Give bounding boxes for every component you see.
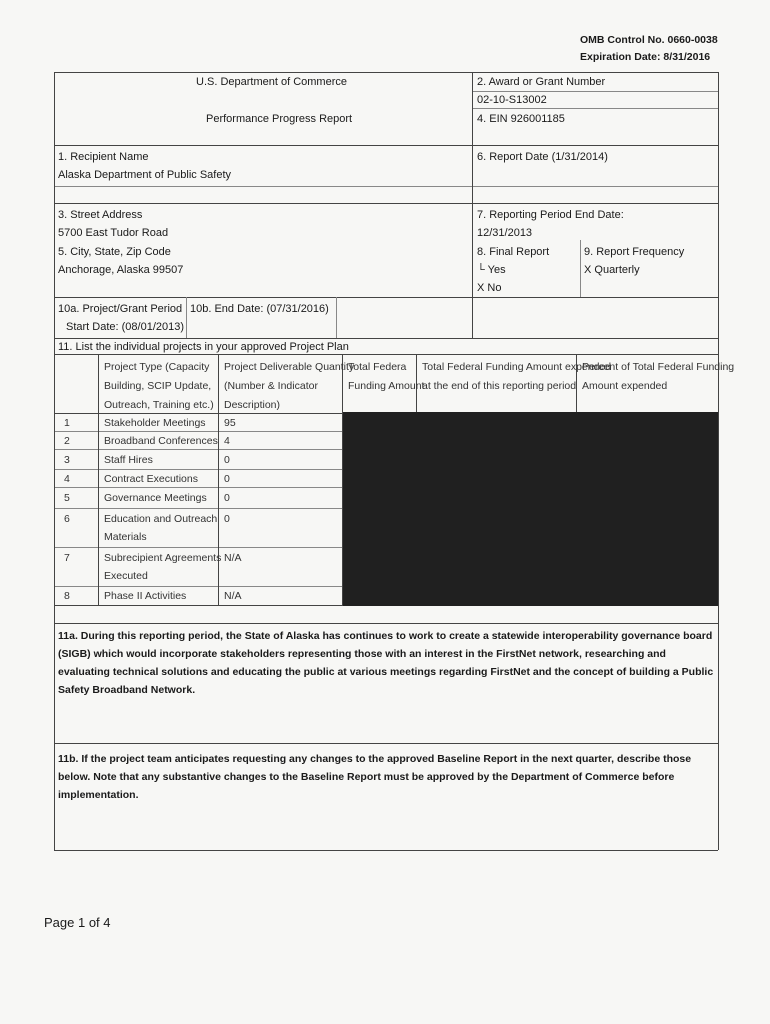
city-state-zip-value: Anchorage, Alaska 99507 xyxy=(58,264,184,276)
final-report-yes: └ Yes xyxy=(477,264,506,276)
ein-field: 4. EIN 926001185 xyxy=(477,113,565,125)
projects-heading: 11. List the individual projects in your approved Project Plan xyxy=(58,341,349,353)
award-number-label: 2. Award or Grant Number xyxy=(477,76,606,88)
page-number: Page 1 of 4 xyxy=(44,915,111,930)
start-date: Start Date: (08/01/2013) xyxy=(66,321,185,333)
grant-period-label: 10a. Project/Grant Period xyxy=(58,303,183,315)
period-end-label: 7. Reporting Period End Date: xyxy=(477,209,624,221)
redacted-funding-area xyxy=(343,412,718,606)
narrative-11b: 11b. If the project team anticipates requesting any changes to the approved Baseline Report in the next quarter, describe those below. Note that any substantive changes to the Baseline Report must be approved by the Department of Commerce before implementation. xyxy=(58,753,692,801)
final-report-no: X No xyxy=(477,282,502,294)
recipient-name-value: Alaska Department of Public Safety xyxy=(58,169,232,181)
award-number-value: 02-10-S13002 xyxy=(477,94,547,106)
street-address-label: 3. Street Address xyxy=(58,209,143,221)
report-frequency-value: X Quarterly xyxy=(584,264,640,276)
report-frequency-label: 9. Report Frequency xyxy=(584,246,685,258)
period-end-value: 12/31/2013 xyxy=(477,227,533,239)
omb-expiration-date: Expiration Date: 8/31/2016 xyxy=(580,51,711,63)
report-title: Performance Progress Report xyxy=(206,113,353,125)
col-header-deliverable-quantity: Project Deliverable Quantity (Number & Indicator Description) xyxy=(224,361,355,411)
final-report-label: 8. Final Report xyxy=(477,246,550,258)
col-header-amount-expended: Total Federal Funding Amount expended at the end of this reporting period xyxy=(422,361,612,392)
col-header-percent-expended: Percent of Total Federal Funding Amount expended xyxy=(582,361,735,392)
narrative-11a: 11a. During this reporting period, the State of Alaska has continues to work to create a statewide interoperability governance board (SIGB) which would incorporate stakeholders representing those with an interest in the FirstNet network, researching and evaluating technical solutions and educating the public at various meetings regarding FirstNet and the concept of building a Public Safety Broadband Network. xyxy=(58,630,714,696)
col-header-federal-funding: Total Federa Funding Amount xyxy=(348,361,425,392)
col-header-project-type: Project Type (Capacity Building, SCIP Update, Outreach, Training etc.) xyxy=(104,361,214,411)
omb-control-number: OMB Control No. 0660-0038 xyxy=(580,34,718,46)
street-address-value: 5700 East Tudor Road xyxy=(58,227,169,239)
report-date-field: 6. Report Date (1/31/2014) xyxy=(477,151,608,163)
recipient-name-label: 1. Recipient Name xyxy=(58,151,149,163)
department-name: U.S. Department of Commerce xyxy=(196,76,347,88)
end-date: 10b. End Date: (07/31/2016) xyxy=(190,303,329,315)
city-state-zip-label: 5. City, State, Zip Code xyxy=(58,246,171,258)
